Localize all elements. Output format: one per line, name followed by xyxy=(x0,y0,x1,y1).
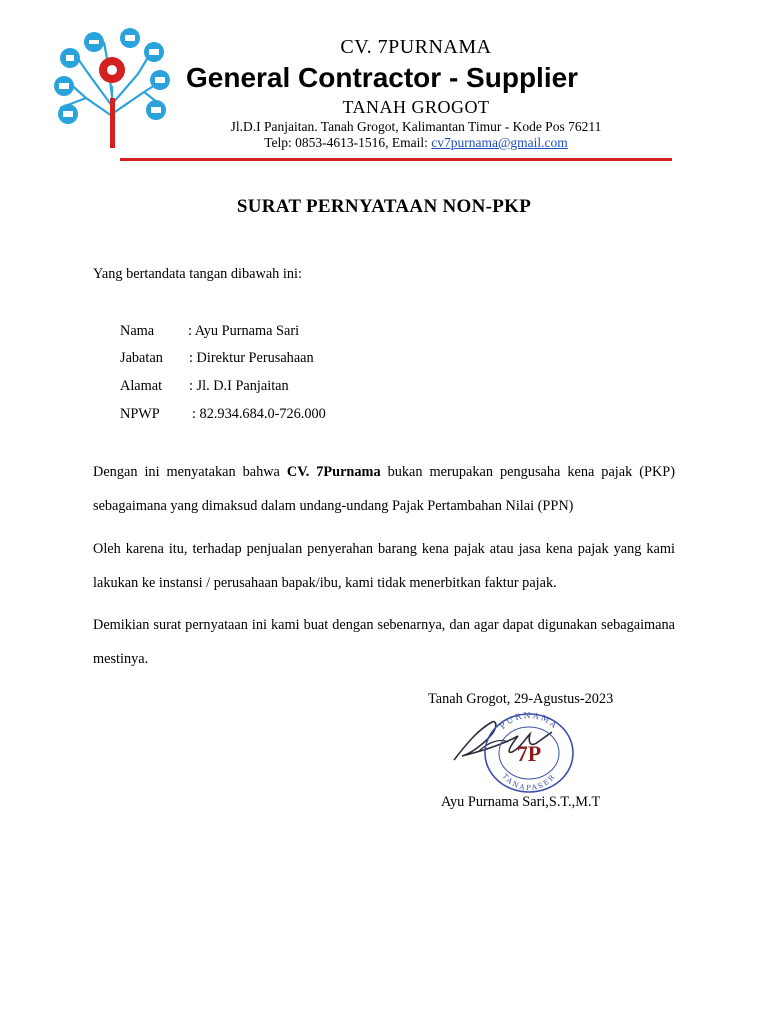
stamp-top-text: PURNAMA xyxy=(498,711,560,732)
document-title: SURAT PERNYATAAN NON-PKP xyxy=(236,196,532,217)
contact-phone: Telp: 0853-4613-1516, Email: xyxy=(264,135,432,150)
company-stamp-icon xyxy=(480,711,578,795)
company-name-bold: CV. 7Purnama xyxy=(286,464,381,480)
company-city: TANAH GROGOT xyxy=(342,97,490,117)
header-divider xyxy=(120,158,672,161)
opening-line: Yang bertandata tangan dibawah ini: xyxy=(93,266,302,282)
company-tagline: General Contractor - Supplier xyxy=(186,62,579,93)
statement-paragraph xyxy=(93,455,675,523)
company-contact xyxy=(186,135,646,151)
stamp-center-text: 7P xyxy=(516,741,542,766)
place-and-date: Tanah Grogot, 29-Agustus-2023 xyxy=(428,691,614,707)
field-label-jabatan: Jabatan xyxy=(120,350,163,366)
closing-paragraph: Demikian surat pernyataan ini kami buat dengan sebenarnya, dan agar dapat digunakan sebagaimana mestinya. xyxy=(93,617,675,667)
field-label-npwp: NPWP xyxy=(120,406,160,422)
field-label-alamat: Alamat xyxy=(120,378,163,394)
signer-name: Ayu Purnama Sari,S.T.,M.T xyxy=(441,794,601,810)
field-value-jabatan: : Direktur Perusahaan xyxy=(189,350,314,366)
field-value-nama: : Ayu Purnama Sari xyxy=(188,323,300,339)
company-logo-tree-icon xyxy=(46,26,182,154)
svg-text:PURNAMA xyxy=(498,711,560,731)
company-name: CV. 7PURNAMA xyxy=(340,36,492,58)
company-address: Jl.D.I Panjaitan. Tanah Grogot, Kalimantan Timur - Kode Pos 76211 xyxy=(230,119,602,134)
svg-text:TANAPASER xyxy=(500,772,557,792)
tax-invoice-paragraph: Oleh karena itu, terhadap penjualan penyerahan barang kena pajak atau jasa kena pajak yang kami lakukan ke instansi / perusahaan bapak/ibu, kami tidak menerbitkan faktur pajak. xyxy=(93,541,675,591)
statement-text-end: bukan merupakan pengusaha kena pajak (PKP) sebagaimana yang dimaksud dalam undang-undang Pajak Pertambahan Nilai (PPN) xyxy=(93,464,676,514)
stamp-bottom-text: TANAPASER xyxy=(500,772,558,793)
field-label-nama: Nama xyxy=(120,323,155,339)
email-link[interactable]: cv7purnama@gmail.com xyxy=(431,135,568,150)
field-value-npwp: : 82.934.684.0-726.000 xyxy=(192,406,326,422)
field-value-alamat: : Jl. D.I Panjaitan xyxy=(189,378,289,394)
statement-text-start: Dengan ini menyatakan bahwa xyxy=(93,464,287,480)
